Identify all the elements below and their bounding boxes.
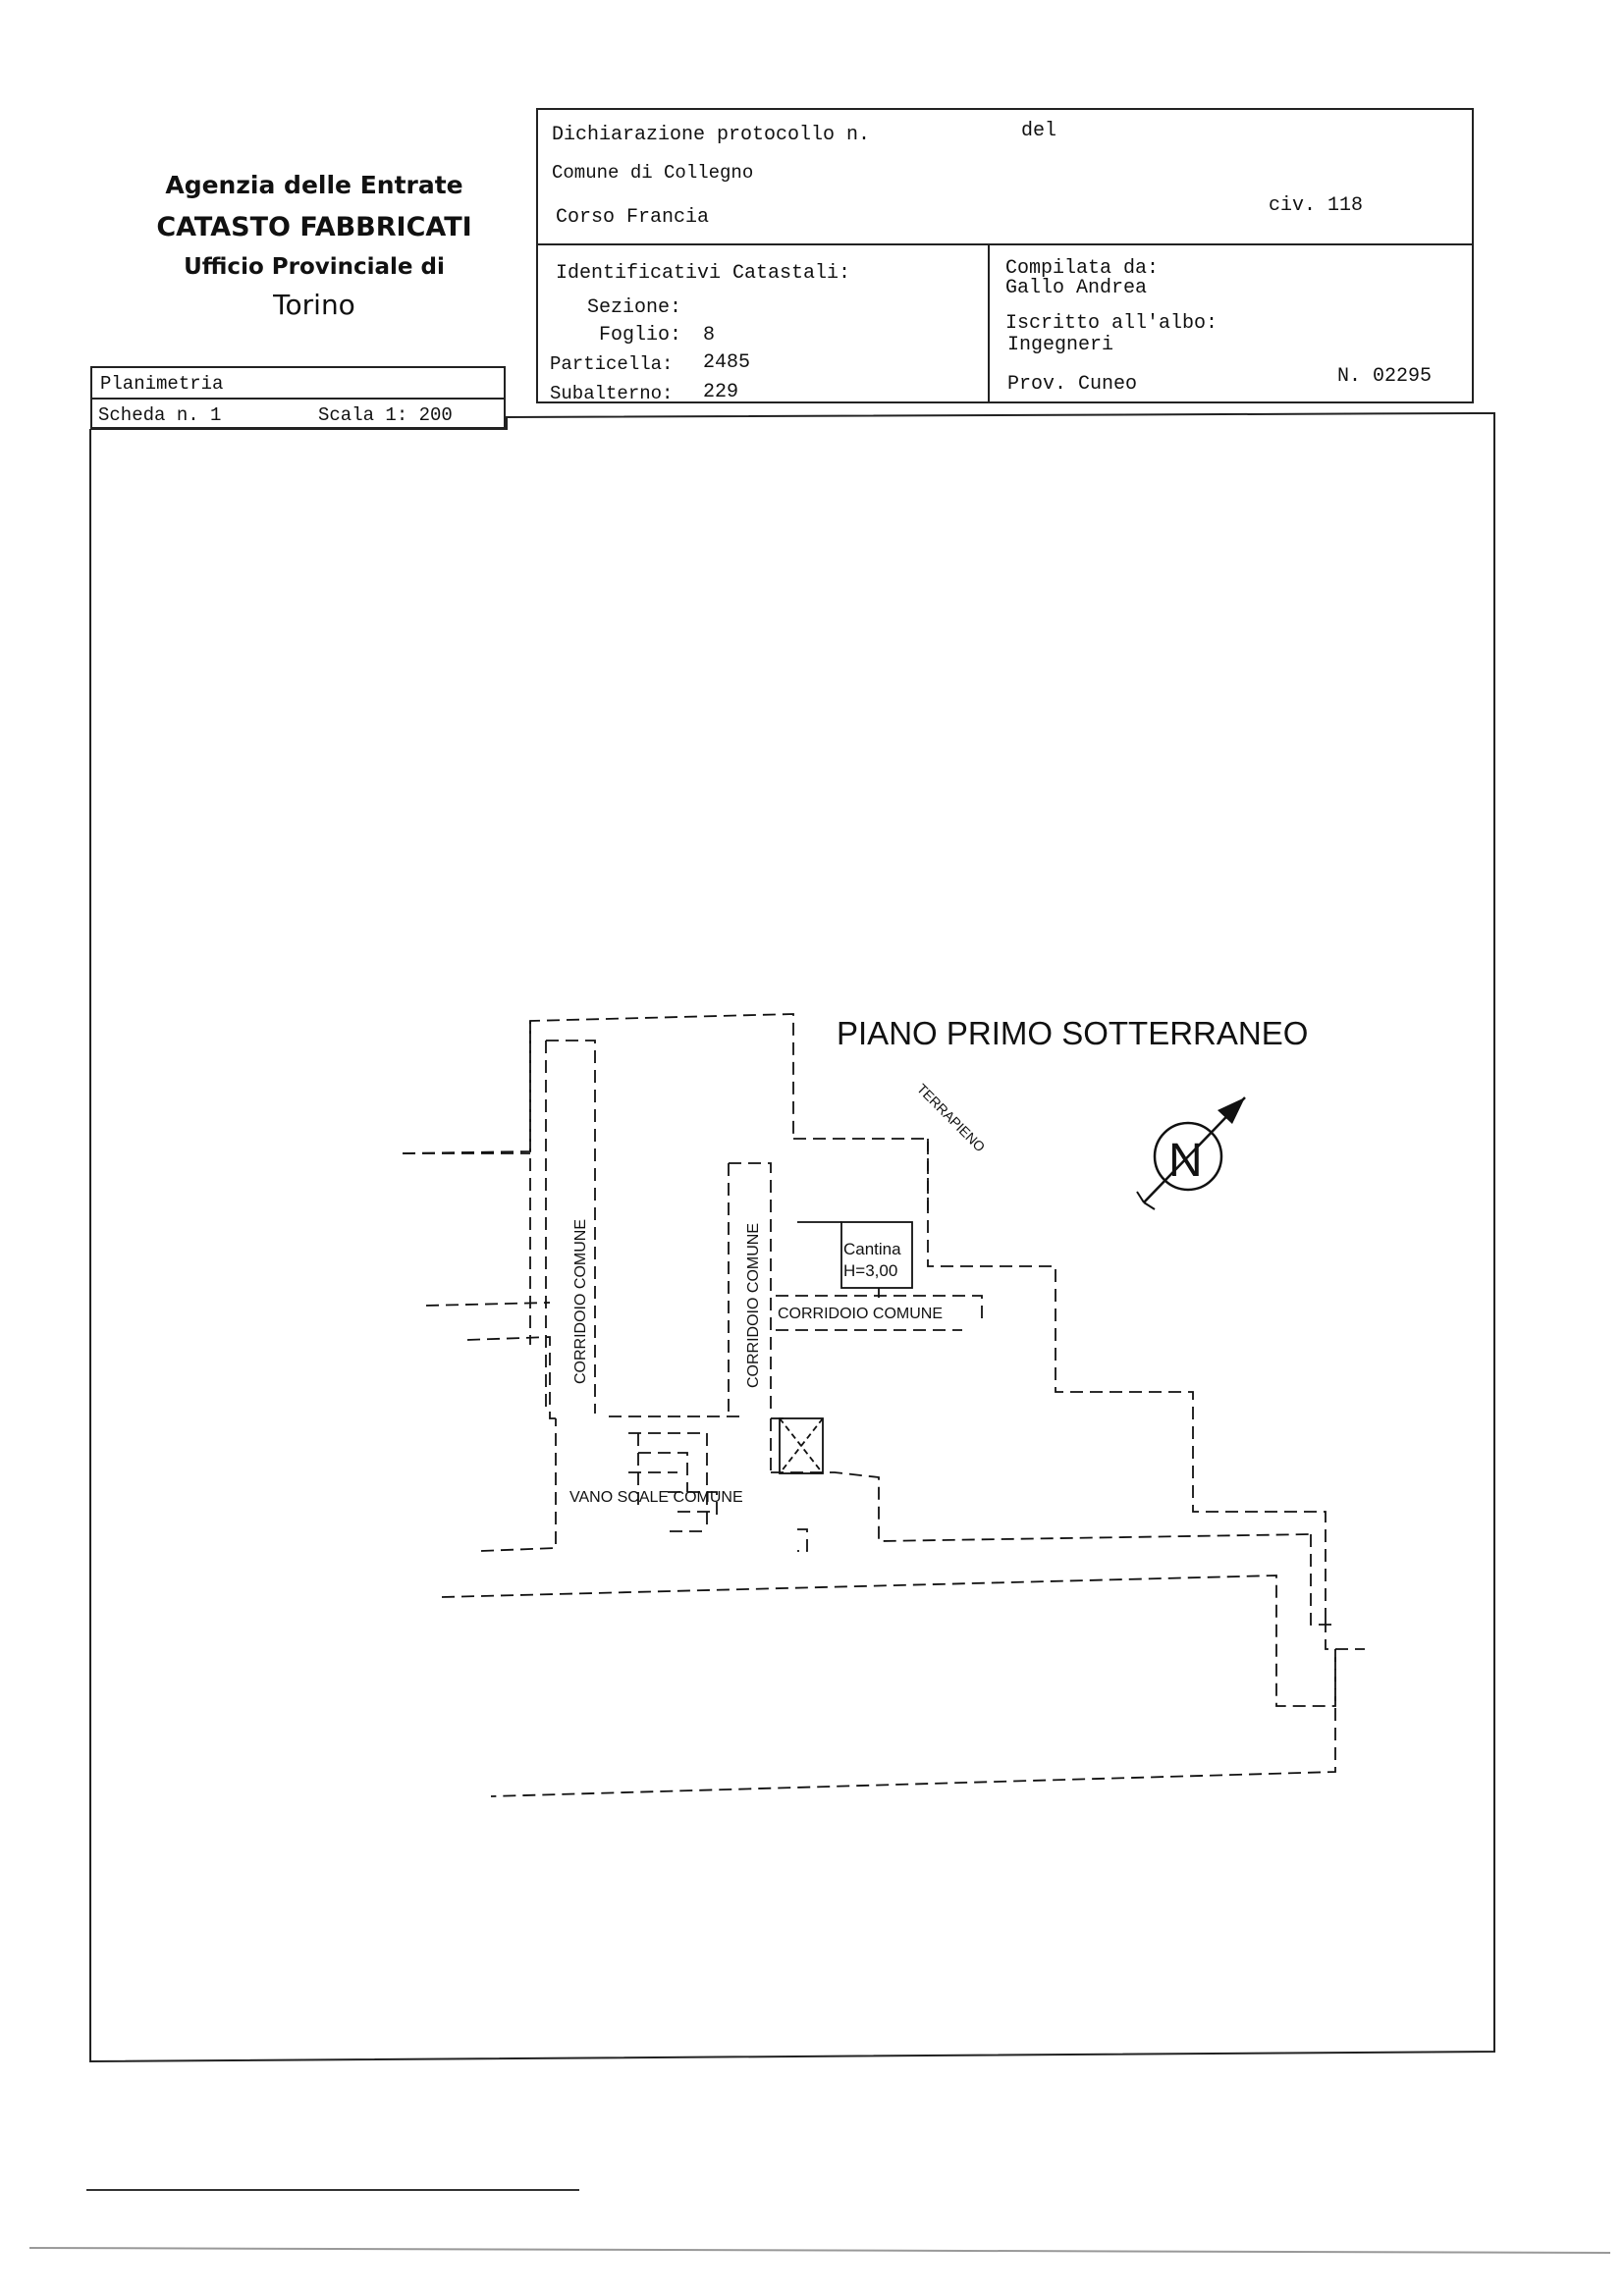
foglio-label: Foglio: xyxy=(599,324,682,347)
sheet-type: Planimetria xyxy=(100,373,224,395)
foglio-value: 8 xyxy=(703,324,716,347)
street-text: Corso Francia xyxy=(556,206,710,229)
office-city: Torino xyxy=(273,289,355,321)
protocol-label: Dichiarazione protocollo n. xyxy=(552,124,871,146)
compiler-name: Gallo Andrea xyxy=(1005,277,1148,299)
date-label: del xyxy=(1021,120,1057,142)
registration-number: N. 02295 xyxy=(1337,365,1433,388)
albo-label: Iscritto all'albo: xyxy=(1005,312,1218,335)
comune-text: Comune di Collegno xyxy=(552,162,754,184)
civic-number: civ. 118 xyxy=(1269,194,1364,217)
north-letter: N xyxy=(1168,1135,1203,1187)
floor-title: PIANO PRIMO SOTTERRANEO xyxy=(837,1015,1309,1051)
albo-value: Ingegneri xyxy=(1007,334,1114,356)
terrapieno-label: TERRAPIENO xyxy=(913,1080,989,1155)
particella-label: Particella: xyxy=(550,353,674,375)
scheda-number: Scheda n. 1 xyxy=(98,404,222,426)
corridor-label-right: CORRIDOIO COMUNE xyxy=(778,1306,943,1322)
department-name: CATASTO FABBRICATI xyxy=(156,212,472,242)
province-text: Prov. Cuneo xyxy=(1007,373,1138,396)
cantina-label: Cantina xyxy=(843,1240,901,1258)
agency-name: Agenzia delle Entrate xyxy=(165,171,463,199)
cantina-height: H=3,00 xyxy=(843,1261,898,1280)
identifiers-title: Identificativi Catastali: xyxy=(556,262,851,285)
scale-text: Scala 1: 200 xyxy=(318,404,453,426)
corridor-label-left: CORRIDOIO COMUNE xyxy=(572,1219,589,1384)
drawing-frame xyxy=(90,413,1494,2061)
page-edge-rule xyxy=(29,2248,1610,2253)
stairs-label: VANO SCALE COMUNE xyxy=(569,1489,743,1506)
office-line: Ufficio Provinciale di xyxy=(184,254,445,280)
sezione-label: Sezione: xyxy=(587,296,682,319)
particella-value: 2485 xyxy=(703,351,751,374)
north-arrow-icon xyxy=(1137,1097,1245,1209)
subalterno-value: 229 xyxy=(703,381,739,403)
subalterno-label: Subalterno: xyxy=(550,383,674,404)
compiler-label: Compilata da: xyxy=(1005,257,1160,280)
corridor-label-center: CORRIDOIO COMUNE xyxy=(745,1223,762,1388)
